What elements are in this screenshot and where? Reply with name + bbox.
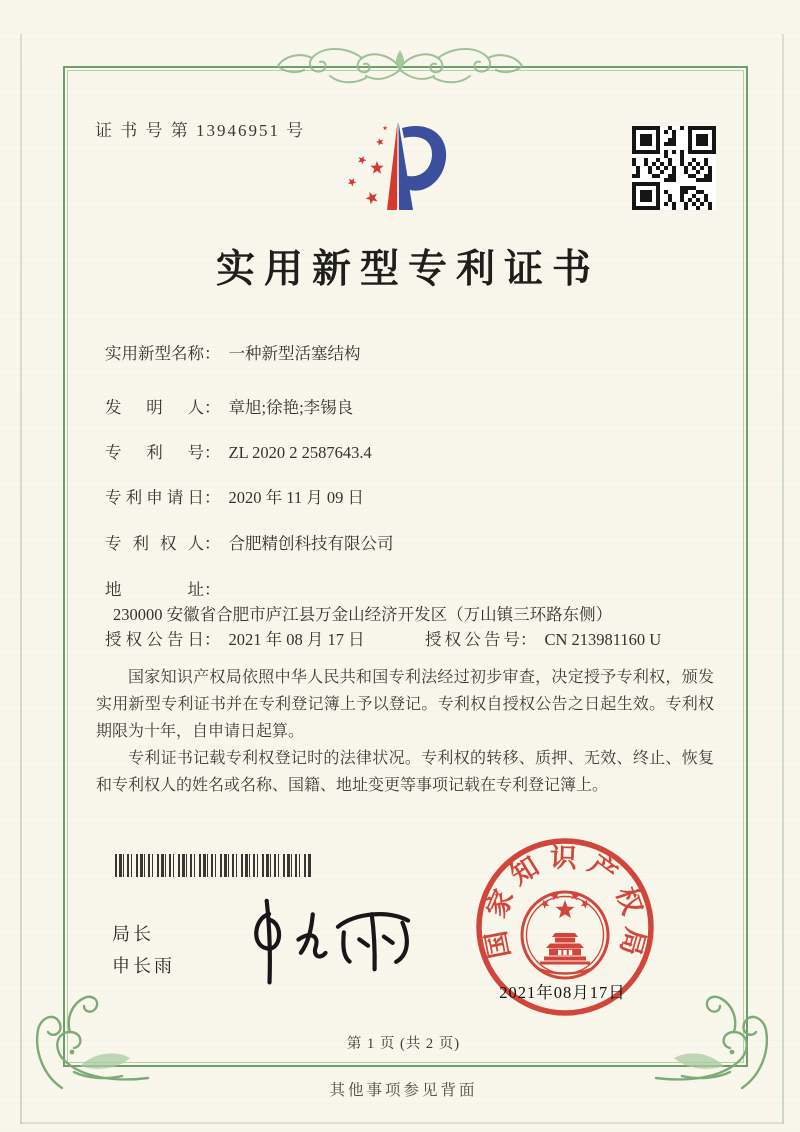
field-row-address [105,577,725,627]
certificate-number: 证 书 号 第 13946951 号 [95,121,306,140]
field-value: ZL 2020 2 2587643.4 [228,443,372,462]
field-value: CN 213981160 U [544,630,662,649]
field-label: 实用新型名称 [105,344,204,363]
field-colon: ： [204,443,221,462]
signature-script [230,890,423,992]
field-row-patentee [105,531,725,556]
field-row-name [105,341,725,366]
field-value: 一种新型活塞结构 [228,344,361,363]
field-colon: ： [204,534,221,553]
field-label: 授权公告日 [105,630,204,649]
field-label: 地址 [105,580,204,599]
field-value: 合肥精创科技有限公司 [228,534,394,553]
field-row-grant-date [105,627,725,652]
field-value: 230000 安徽省合肥市庐江县万金山经济开发区（万山镇三环路东侧） [113,605,613,624]
page-indicator: 第 1 页 (共 2 页) [346,1036,461,1052]
field-colon: ： [204,488,221,507]
paragraph-grant-statement: 国家知识产权局依照中华人民共和国专利法经过初步审查，决定授予专利权，颁发实用新型专利证书并在专利登记簿上予以登记。专利权自授权公告之日起生效。专利权期限为十年，自申请日起算。 [96,669,714,740]
field-colon: ： [204,630,221,649]
field-value: 章旭;徐艳;李锡良 [228,398,354,417]
field-label: 专利申请日 [105,488,204,507]
officer-name: 申长雨 [112,956,175,976]
back-note: 其他事项参见背面 [329,1082,478,1099]
page-edge-right [782,34,784,1124]
seal-date: 2021年08月17日 [499,983,626,1002]
patent-title: 实用新型专利证书 [215,248,600,291]
field-label: 发明人 [105,398,204,417]
field-grant-number [425,627,661,652]
cnipa-logo [340,112,460,217]
field-colon: ： [520,630,537,649]
field-row-patent-number [105,440,725,465]
field-label: 专利号 [105,443,204,462]
page-edge-left [20,34,22,1124]
field-colon: ： [204,398,221,417]
top-ornament [270,28,530,106]
qr-code [632,126,716,210]
logo-stars [348,126,388,205]
legal-paragraphs [96,664,714,799]
field-label: 授权公告号 [425,630,520,649]
paragraph-register-statement: 专利证书记载专利权登记时的法律状况。专利权的转移、质押、无效、终止、恢复和专利权人的姓名或名称、国籍、地址变更等事项记载在专利登记簿上。 [96,750,714,794]
field-row-filing-date [105,485,725,510]
national-emblem [522,891,608,978]
field-colon: ： [204,580,221,599]
field-value: 2021 年 08 月 17 日 [228,630,365,649]
field-colon: ： [204,344,221,363]
seal-agency-text: 国家知识产权局 [479,842,651,968]
field-label: 专利权人 [105,534,204,553]
field-row-inventors [105,395,725,420]
field-value: 2020 年 11 月 09 日 [228,488,365,507]
barcode [115,854,311,877]
officer-title: 局长 [112,924,154,944]
page-edge-bottom [20,1122,784,1124]
